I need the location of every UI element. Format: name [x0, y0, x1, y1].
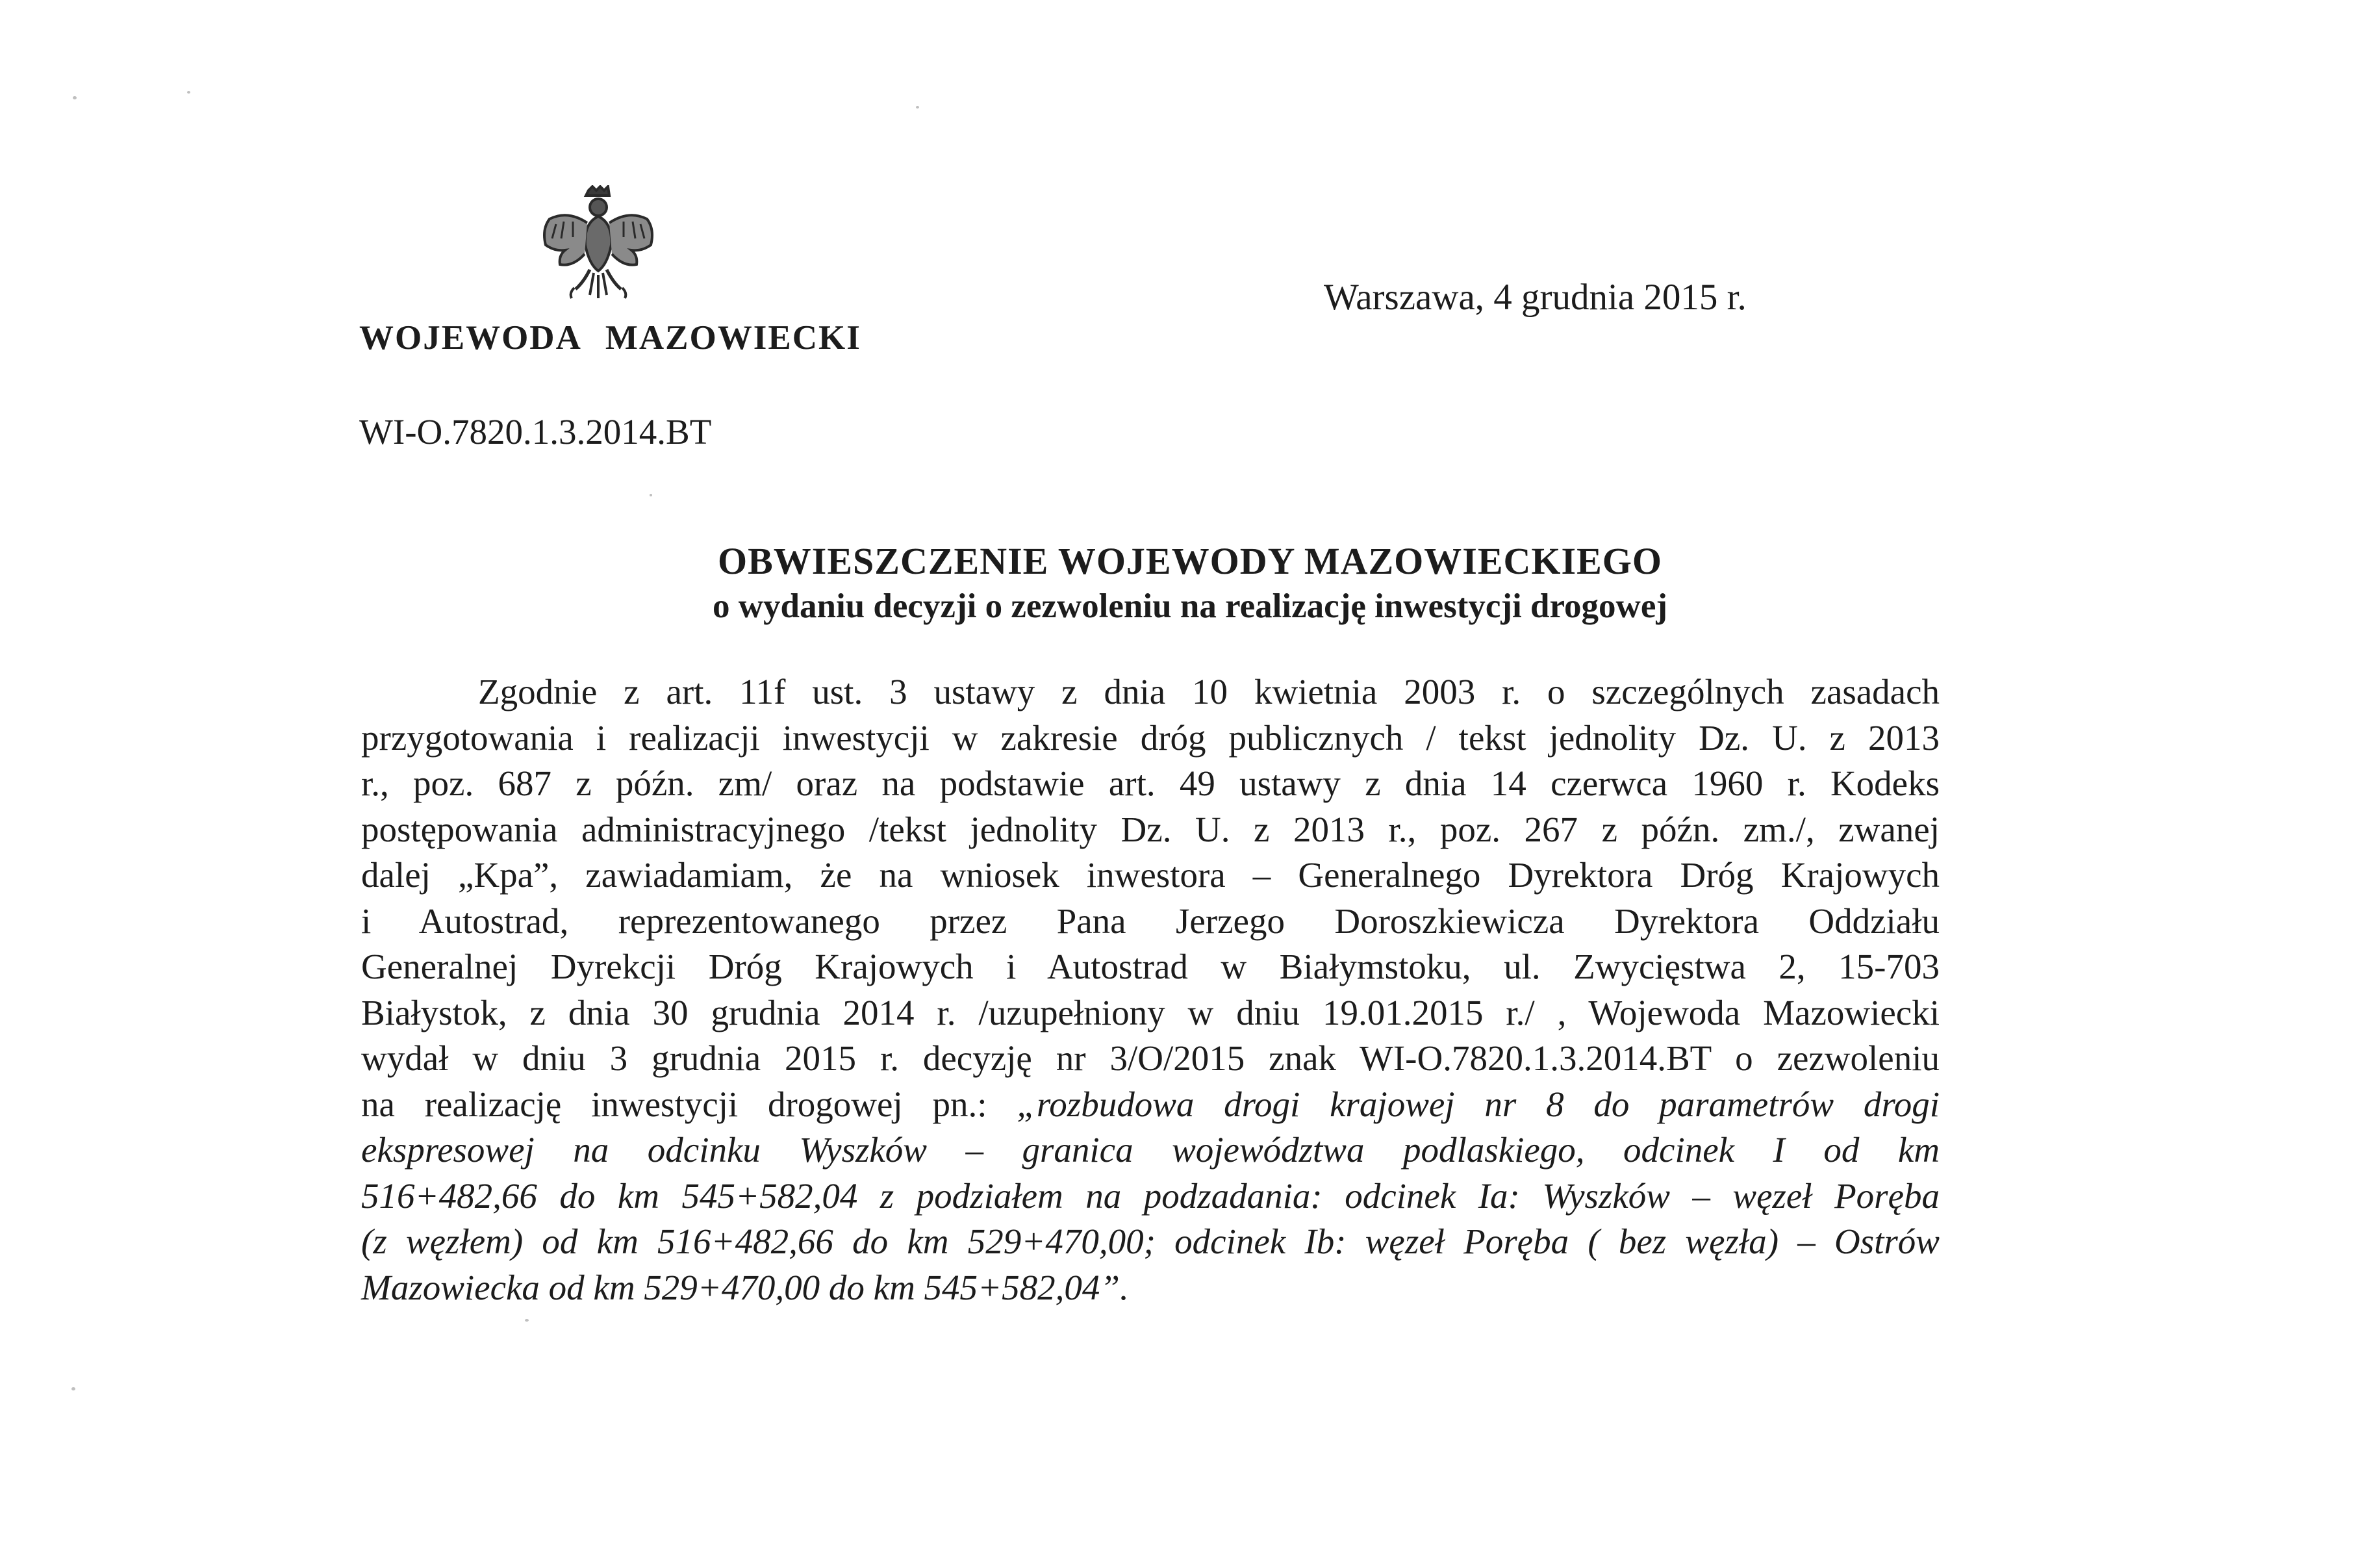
investment-name-line: (z węzłem) od km 516+482,66 do km 529+470,00; odcinek Ib: węzeł Poręba ( bez węzła) – Ostrów	[361, 1222, 1940, 1261]
body-line: Zgodnie z art. 11f ust. 3 ustawy z dnia 10 kwietnia 2003 r. o szczególnych zasadach	[478, 672, 1940, 711]
scan-speck	[916, 106, 919, 109]
investment-name-line: ekspresowej na odcinku Wyszków – granica województwa podlaskiego, odcinek I od km	[361, 1130, 1940, 1170]
investment-name-line: 516+482,66 do km 545+582,04 z podziałem na podzadania: odcinek Ia: Wyszków – węzeł Poręba	[361, 1175, 1940, 1216]
polish-eagle-emblem-icon	[537, 185, 660, 302]
body-line: Generalnej Dyrekcji Dróg Krajowych i Autostrad w Białymstoku, ul. Zwycięstwa 2, 15-703	[361, 947, 1940, 986]
body-line: dalej „Kpa”, zawiadamiam, że na wniosek inwestora – Generalnego Dyrektora Dróg Krajowych	[361, 855, 1940, 895]
scan-speck	[73, 96, 77, 99]
body-line: r., poz. 687 z późn. zm/ oraz na podstawie art. 49 ustawy z dnia 14 czerwca 1960 r. Kodeks	[361, 763, 1940, 803]
body-line: i Autostrad, reprezentowanego przez Pana Jerzego Doroszkiewicza Dyrektora Oddziału	[361, 901, 1940, 941]
scan-speck	[71, 1387, 75, 1390]
notice-subtitle: o wydaniu decyzji o zezwoleniu na realizację inwestycji drogowej	[712, 587, 1668, 625]
body-line-plain-part: na realizację inwestycji drogowej pn.:	[361, 1084, 1017, 1124]
body-line: postępowania administracyjnego /tekst jednolity Dz. U. z 2013 r., poz. 267 z późn. zm./, zwanej	[361, 809, 1940, 849]
investment-name-line: Mazowiecka od km 529+470,00 do km 545+582,04”.	[361, 1267, 1129, 1307]
issuing-authority	[359, 318, 861, 357]
body-line: przygotowania i realizacji inwestycji w zakresie dróg publicznych / tekst jednolity Dz. U. z 2013	[361, 717, 1940, 758]
notice-title: OBWIESZCZENIE WOJEWODY MAZOWIECKIEGO	[717, 540, 1663, 582]
investment-name-start: „rozbudowa drogi krajowej nr 8 do parametrów drogi	[1017, 1084, 1940, 1124]
scan-speck	[525, 1319, 529, 1322]
place-and-date: Warszawa, 4 grudnia 2015 r.	[1324, 277, 1747, 318]
body-line: wydał w dniu 3 grudnia 2015 r. decyzję nr 3/O/2015 znak WI-O.7820.1.3.2014.BT o zezwoleniu	[361, 1038, 1940, 1078]
case-reference: WI-O.7820.1.3.2014.BT	[359, 412, 712, 452]
scan-speck	[187, 91, 190, 94]
scan-speck	[650, 494, 652, 496]
authority-word-2: MAZOWIECKI	[605, 319, 861, 357]
body-line: Białystok, z dnia 30 grudnia 2014 r. /uzupełniony w dniu 19.01.2015 r./ , Wojewoda Mazowiecki	[361, 992, 1940, 1032]
notice-body	[361, 669, 1940, 1311]
body-line-mixed	[361, 1082, 1940, 1128]
authority-word-1: WOJEWODA	[359, 319, 582, 357]
